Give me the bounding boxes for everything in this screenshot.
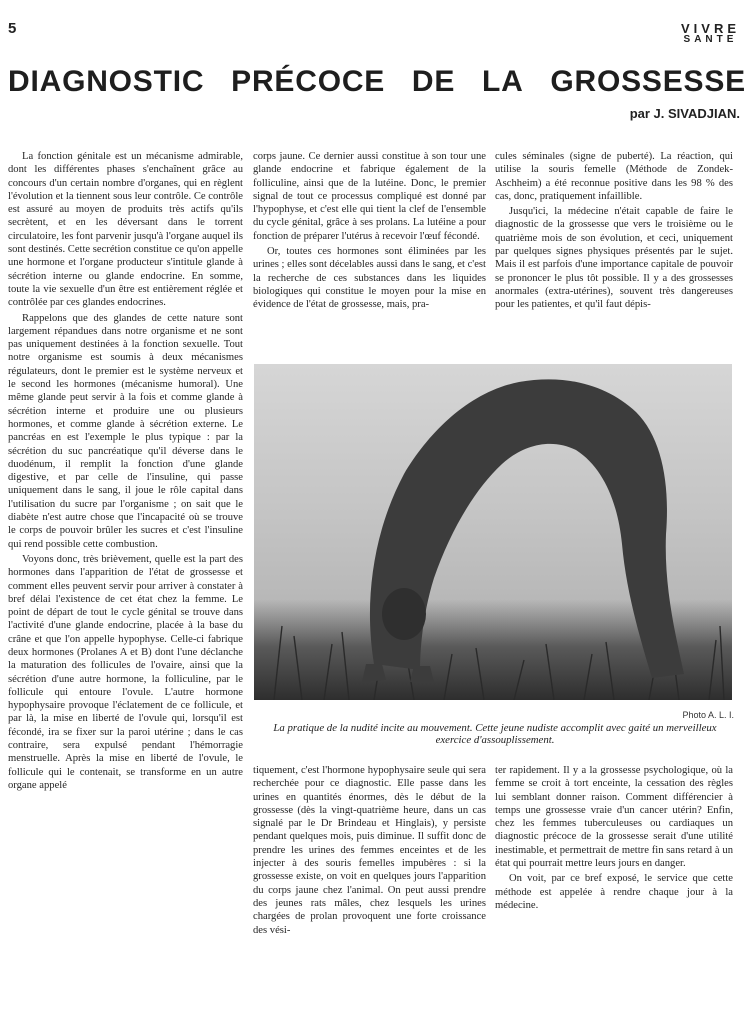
masthead-line1: VIVRE (680, 21, 740, 36)
paragraph: cules séminales (signe de puberté). La réaction, qui utilise la souris femelle (Méthode de Zondek-Aschheim) a été reconnue positive dans les 98 % des cas, donc, pratiquement infaillible. (495, 151, 733, 202)
paragraph: Jusqu'ici, la médecine n'était capable de faire le diagnostic de la grossesse que vers le troisième ou le quatrième mois de son évolution, et ceci, uniquement par quelques signes physiques présentés par le sujet. Mais il est parfois d'une importance capitale de pouvoir se prononcer le plus tôt possible. Il y a des grossesses anormales (extra-utérines), souvent très dangereuses pour les patientes, et qu'il faut dépis- (495, 206, 733, 311)
headline-word-4: LA (481, 65, 524, 98)
photo (254, 364, 732, 700)
paragraph: Voyons donc, très brièvement, quelle est la part des hormones dans l'apparition de l'état de grossesse et comment elles peuvent servir pour arriver à constater à bref délai l'existence de cet état chez la femme. Le point de départ de tout le cycle génital se trouve dans l'activité d'une glande endocrine, placée à la base du crâne et que l'on appelle hypophyse. Celle-ci fabrique deux hormones (Prolanes A et B) dont l'une déclanche la maturation des follicules de l'ovaire, ainsi que la sécrétion d'une autre hormone, la folliculine, par le follicule qui entoure l'ovule. L'autre hormone hypophysaire provoque l'éclatement de ce follicule, et par là, la mise en liberté de l'ovule qui, lorsqu'il est fécondé, ira se fixer sur la paroi utérine ; dans le cas contraire, sera expulsé pendant l'hémorragie menstruelle. Après la mise en liberté de l'ovule, le follicule qui le contenait, se transforme en un autre organe appelé (8, 553, 243, 791)
article-column-3 (495, 150, 733, 360)
headline-word-3: DE (411, 65, 456, 98)
paragraph: Rappelons que des glandes de cette nature sont largement répandues dans notre organisme et ne sont pas uniquement destinées à la fonction sexuelle. Tout notre organisme est soumis à deux mécanismes régulateurs, dont le premier est le système nerveux et le second les hormones (mécanisme humoral). Une même glande peut servir à la fois et comme glande à sécrétion interne et produire une ou plusieurs hormones, et comme glande à sécrétion externe. Le pancréas en est l'exemple le plus typique : par la sécrétion du suc pancréatique qu'il déverse dans le duodénum, il remplit la fonction d'une glande digestive, et par celle de l'insuline, qui passe uniquement dans le sang, il joue le rôle capital dans l'utilisation du sucre par l'organisme ; on sait que le diabète n'est autre chose que l'incapacité où se trouve le corps de pouvoir brûler les sucres et c'est l'insuline qui rend possible cette combustion. (8, 312, 243, 550)
paragraph: La fonction génitale est un mécanisme admirable, dont les différentes phases s'enchaînent grâce au concours d'un certain nombre d'organes, qui en règlent l'évolution et la tiennent sous leur contrôle. Ce contrôle est assuré au moyen de produits très actifs qu'ils secrètent, et en les déversant dans le torrent circulatoire, les font parvenir jusqu'à l'organe auquel ils sont destinés. Cette secrétion constitue ce qu'on appelle une hormone et l'organe producteur s'intitule glande à sécrétion interne ou glande endocrine. En somme, toute la vie sexuelle d'un être est entièrement réglée et contrôlée par ces glandes endocrines. (8, 151, 243, 309)
article-column-5 (495, 764, 733, 1009)
masthead-line2: SANTE (683, 34, 738, 45)
paragraph: Or, toutes ces hormones sont éliminées par les urines ; elles sont décelables aussi dans le sang, et c'est la recherche de ces substances dans les liquides biologiques qui constitue le moyen pour la mise en évidence de l'état de grossesse, mais, pra- (253, 246, 486, 311)
page-number: 5 (8, 20, 17, 37)
paragraph: On voit, par ce bref exposé, le service que cette méthode est appelée à rendre chaque jour à la médecine. (495, 873, 733, 911)
article-column-2 (253, 150, 486, 360)
photo-illustration (254, 364, 732, 700)
paragraph: ter rapidement. Il y a la grossesse psychologique, où la femme se croit à tort enceinte, la cessation des règles lui semblant donner raison. Comment différencier à temps une grossesse vraie d'un cancer utérin? Enfin, chez les femmes tuberculeuses ou cardiaques un diagnostic précoce de la grossesse serait d'une utilité inestimable, et permettrait de mettre fin sans retard à un état qui pourrait mettre leurs jours en danger. (495, 765, 733, 870)
article-column-4 (253, 764, 486, 1009)
headline-word-2: PRÉCOCE (231, 65, 386, 98)
headline-word-1: DIAGNOSTIC (8, 65, 205, 98)
paragraph: corps jaune. Ce dernier aussi constitue à son tour une glande endocrine et fabrique également de la folliculine, ainsi que de la lutéine. Donc, le premier signal de tout ce processus compliqué est donné par l'hypophyse, et c'est elle qui tient la clef de l'ensemble du cycle génital, grâce à ses prolans. La lutéine a pour fonction de préparer l'utérus à recevoir l'œuf fécondé. (253, 151, 486, 242)
article-column-1 (8, 150, 243, 1005)
photo-caption: La pratique de la nudité incite au mouvement. Cette jeune nudiste accomplit avec gaité un merveilleux exercice d'assouplissement. (273, 722, 717, 746)
paragraph: tiquement, c'est l'hormone hypophysaire seule qui sera recherchée pour ce diagnostic. Elle passe dans les urines en quantités énormes, dès le début de la grossesse (dès la vingt-quatrième heure, dans un cas signalé par le Dr Brindeau et Hinglais), y persiste pendant quelques mois, puis diminue. Il suffit donc de prendre les urines des femmes enceintes et de les injecter à des souris femelles impubères : si la grossesse existe, on voit en quelques jours l'apparition du corps jaune chez l'animal. On peut aussi prendre des jeunes rats mâles, chez lesquels les urines chargées de prolan provoquent une forte croissance des vési- (253, 765, 486, 936)
masthead (681, 22, 740, 45)
headline-word-5: GROSSESSE (550, 65, 746, 98)
headline (8, 62, 746, 102)
byline: par J. SIVADJIAN. (629, 106, 740, 121)
photo-credit: Photo A. L. I. (682, 710, 734, 720)
